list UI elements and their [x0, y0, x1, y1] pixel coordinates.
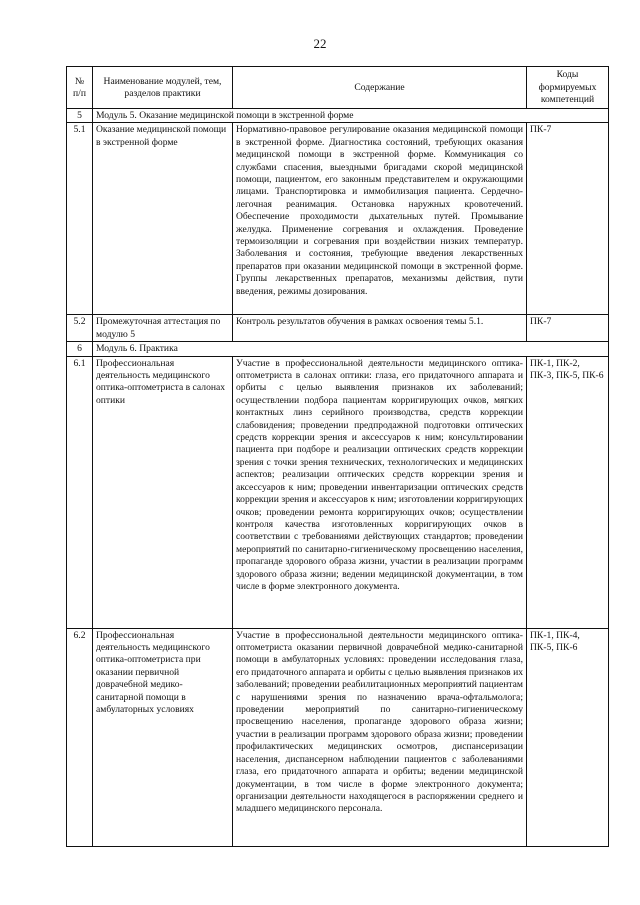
curriculum-table [66, 66, 609, 847]
topic-codes: ПК-7 [527, 315, 609, 342]
header-num: № п/п [67, 67, 93, 109]
topic-num: 6.2 [67, 628, 93, 846]
table-row [67, 356, 609, 628]
module-title: Модуль 5. Оказание медицинской помощи в экстренной форме [93, 109, 609, 123]
topic-codes: ПК-7 [527, 123, 609, 315]
header-name: Наименование модулей, тем, разделов практики [93, 67, 233, 109]
topic-content: Контроль результатов обучения в рамках освоения темы 5.1. [233, 315, 527, 342]
header-codes: Коды формируемых компетенций [527, 67, 609, 109]
module-num: 5 [67, 109, 93, 123]
table-header-row [67, 67, 609, 109]
topic-name: Профессиональная деятельность медицинского оптика-оптометриста при оказании первичной доврачебной медико-санитарной помощи в амбулаторных условиях [93, 628, 233, 846]
header-content: Содержание [233, 67, 527, 109]
table-row [67, 315, 609, 342]
module-title: Модуль 6. Практика [93, 342, 609, 356]
module-num: 6 [67, 342, 93, 356]
topic-num: 5.1 [67, 123, 93, 315]
topic-name: Профессиональная деятельность медицинского оптика-оптометриста в салонах оптики [93, 356, 233, 628]
page-number: 22 [313, 36, 327, 51]
table-row [67, 123, 609, 315]
topic-num: 5.2 [67, 315, 93, 342]
topic-num: 6.1 [67, 356, 93, 628]
topic-name: Промежуточная аттестация по модулю 5 [93, 315, 233, 342]
table-row [67, 628, 609, 846]
topic-name: Оказание медицинской помощи в экстренной форме [93, 123, 233, 315]
topic-content: Участие в профессиональной деятельности медицинского оптика-оптометриста в салонах оптики: глаза, его придаточного аппарата и орбиты с целью выявления признаков их заболеваний; осуществлении подбора пациентам корригирующих очков, мягких контактных линз серийного производства, средств коррекции слабовидения; проведении предпродажной подготовки оптических средств коррекции зрения и аксессуаров к ним; консультировании пациента при подборе и реализации оптических средств коррекции зрения с точки зрения технических, технологических и медицинских аспектов; реализации оптических средств коррекции зрения и аксессуаров к ним; проведении инвентаризации оптических средств коррекции зрения и аксессуаров к ним; изготовлении корригирующих очков; проведении ремонта корригирующих очков; осуществлении контроля качества изготовленных корригирующих очков в соответствии с требованиями действующих стандартов; проведении мероприятий по санитарно-гигиеническому просвещению населения, пропаганде здорового образа жизни, участии в реализации программ здорового образа жизни; ведении медицинской документации, в том числе в форме электронного документа. [233, 356, 527, 628]
topic-content: Участие в профессиональной деятельности медицинского оптика-оптометриста оказании первичной доврачебной медико-санитарной помощи в амбулаторных условиях: проведении исследования глаза, его придаточного аппарата и орбиты с целью выявления признаков их заболеваний; проведении реабилитационных мероприятий пациентам с нарушениями зрения по назначению врача-офтальмолога; проведении мероприятий по санитарно-гигиеническому просвещению населения, пропаганде здорового образа жизни; участии в реализации программ здорового образа жизни; проведении профилактических медицинских осмотров, диспансеризации населения, диспансерном наблюдении пациентов с заболеваниями глаза, его придаточного аппарата и орбиты; ведении медицинской документации, в том числе в форме электронного документа; организации деятельности находящегося в распоряжении среднего и младшего медицинского персонала. [233, 628, 527, 846]
topic-content: Нормативно-правовое регулирование оказания медицинской помощи в экстренной форме. Диагностика состояний, требующих оказания медицинской помощи в экстренной форме. Коммуникация со службами спасения, выездными бригадами скорой медицинской помощи, пациентом, его законным представителем и окружающими лицами. Транспортировка и иммобилизация пациента. Сердечно-легочная реанимация. Остановка наружных кровотечений. Обеспечение проходимости дыхательных путей. Промывание желудка. Применение согревания и охлаждения. Проведение термоизоляции и согревания при воздействии низких температур. Заболевания и состояния, требующие введения лекарственных препаратов при оказании медицинской помощи в экстренной форме. Группы лекарственных препаратов, механизмы действия, пути введения, режимы дозирования. [233, 123, 527, 315]
module-row [67, 342, 609, 356]
topic-codes: ПК-1, ПК-4, ПК-5, ПК-6 [527, 628, 609, 846]
module-row [67, 109, 609, 123]
topic-codes: ПК-1, ПК-2, ПК-3, ПК-5, ПК-6 [527, 356, 609, 628]
